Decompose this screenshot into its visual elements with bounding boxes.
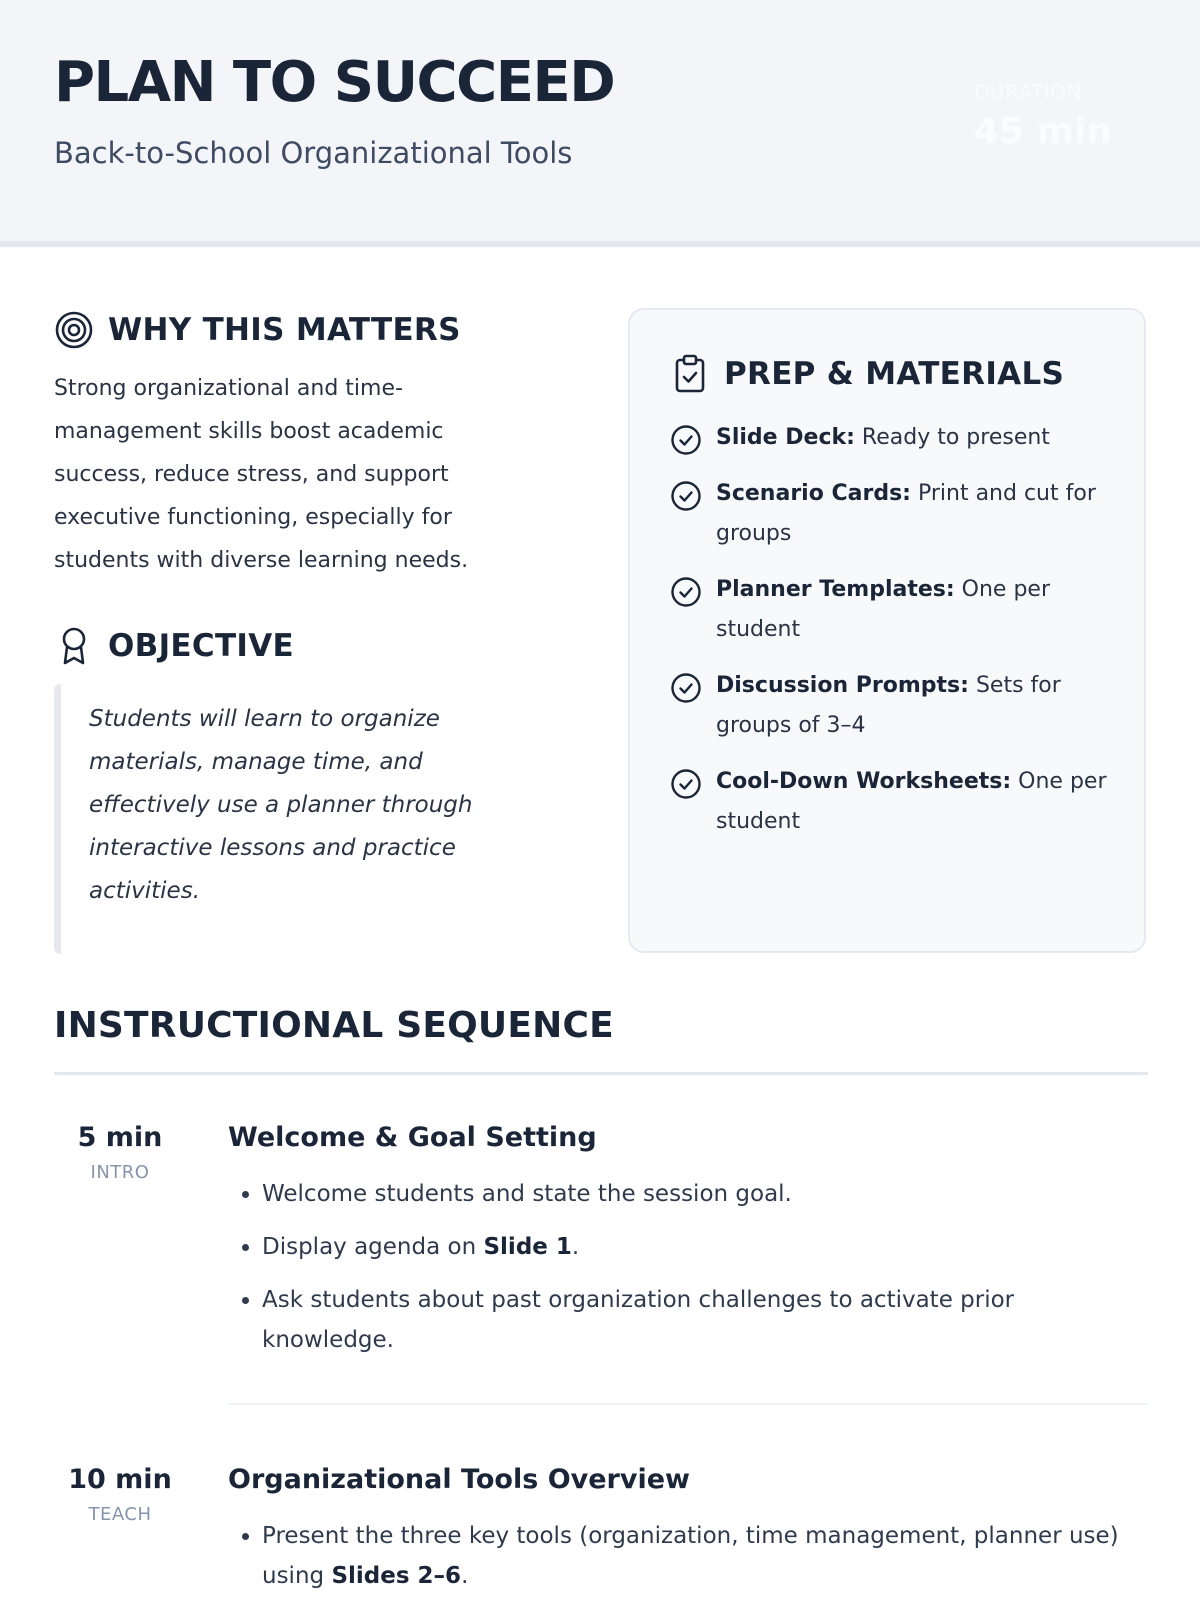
prep-item-label: Slide Deck: — [716, 425, 855, 450]
bullet-text: . — [461, 1563, 469, 1590]
check-circle-icon — [670, 424, 702, 456]
objective-text: Students will learn to organize materials, manage time, and effectively use a planner through interactive lessons and practice activities. — [89, 706, 473, 904]
step-tag: TEACH — [88, 1504, 152, 1526]
prep-section-header — [670, 354, 1064, 394]
prep-item — [670, 574, 1110, 650]
why-heading: WHY THIS MATTERS — [108, 312, 461, 348]
objective-quote — [54, 684, 514, 954]
prep-item-text — [716, 418, 1050, 458]
prep-item — [670, 766, 1110, 842]
duration-value: 45 min — [973, 111, 1112, 152]
step-bullet-list — [228, 1174, 1148, 1360]
sequence-divider — [54, 1072, 1148, 1075]
step-body — [228, 1122, 1148, 1373]
step-time-block — [54, 1464, 186, 1525]
page-header — [0, 0, 1200, 247]
prep-item-text — [716, 570, 1110, 650]
step-bullet — [262, 1227, 1148, 1267]
award-ribbon-icon — [54, 626, 94, 666]
why-section-header — [54, 310, 461, 350]
check-circle-icon — [670, 480, 702, 512]
prep-item-label: Discussion Prompts: — [716, 673, 969, 698]
step-bullet: • Welcome students and state the session goal. — [262, 1174, 1148, 1214]
bullet-text: . — [571, 1234, 580, 1261]
step-title: Organizational Tools Overview — [228, 1464, 690, 1495]
check-circle-icon — [670, 576, 702, 608]
prep-item — [670, 478, 1110, 554]
sequence-heading: INSTRUCTIONAL SEQUENCE — [54, 1005, 614, 1046]
step-title: Welcome & Goal Setting — [228, 1122, 597, 1153]
objective-heading: OBJECTIVE — [108, 628, 294, 664]
why-text: Strong organizational and time-management skills boost academic success, reduce stress, and support executive functioning, especially for students with diverse learning needs. — [54, 376, 469, 573]
step-duration: 5 min — [77, 1122, 163, 1153]
prep-item-text — [716, 762, 1110, 842]
objective-section-header — [54, 626, 294, 666]
check-circle-icon — [670, 768, 702, 800]
page-title: PLAN TO SUCCEED — [54, 50, 615, 115]
step-bullet — [262, 1516, 1148, 1596]
duration-label: DURATION — [973, 80, 1082, 104]
step-time-block — [54, 1122, 186, 1183]
prep-materials-card — [628, 308, 1146, 953]
prep-item-detail: Ready to present — [861, 425, 1050, 450]
target-icon — [54, 310, 94, 350]
prep-item-detail: One per student — [716, 577, 1051, 642]
bullet-text: Present the three key tools (organization, time management, planner use) using — [262, 1523, 1119, 1590]
prep-item-label: Planner Templates: — [716, 577, 955, 602]
prep-item — [670, 422, 1110, 458]
check-circle-icon — [670, 672, 702, 704]
prep-heading: PREP & MATERIALS — [724, 356, 1065, 392]
step-duration: 10 min — [68, 1464, 172, 1495]
bullet-emphasis: Slides 2–6 — [331, 1563, 462, 1590]
prep-item-detail: Print and cut for groups — [716, 481, 1096, 546]
duration-block — [974, 80, 1112, 153]
prep-item-label: Cool-Down Worksheets: — [716, 769, 1012, 794]
prep-item-label: Scenario Cards: — [716, 481, 911, 506]
bullet-emphasis: Slide 1 — [483, 1234, 572, 1261]
prep-item-text — [716, 666, 1110, 746]
step-bullet-list — [228, 1516, 1148, 1596]
prep-item — [670, 670, 1110, 746]
bullet-text: Display agenda on — [262, 1234, 484, 1261]
prep-item-text — [716, 474, 1110, 554]
step-divider — [228, 1403, 1148, 1405]
page-subtitle: Back-to-School Organizational Tools — [54, 136, 573, 170]
clipboard-check-icon — [670, 354, 710, 394]
prep-item-detail: Sets for groups of 3–4 — [716, 673, 1061, 738]
step-body — [228, 1464, 1148, 1600]
prep-item-detail: One per student — [716, 769, 1107, 834]
step-tag: INTRO — [90, 1162, 150, 1184]
prep-list — [670, 422, 1110, 862]
step-bullet: • Ask students about past organization challenges to activate prior knowledge. — [262, 1280, 1148, 1360]
